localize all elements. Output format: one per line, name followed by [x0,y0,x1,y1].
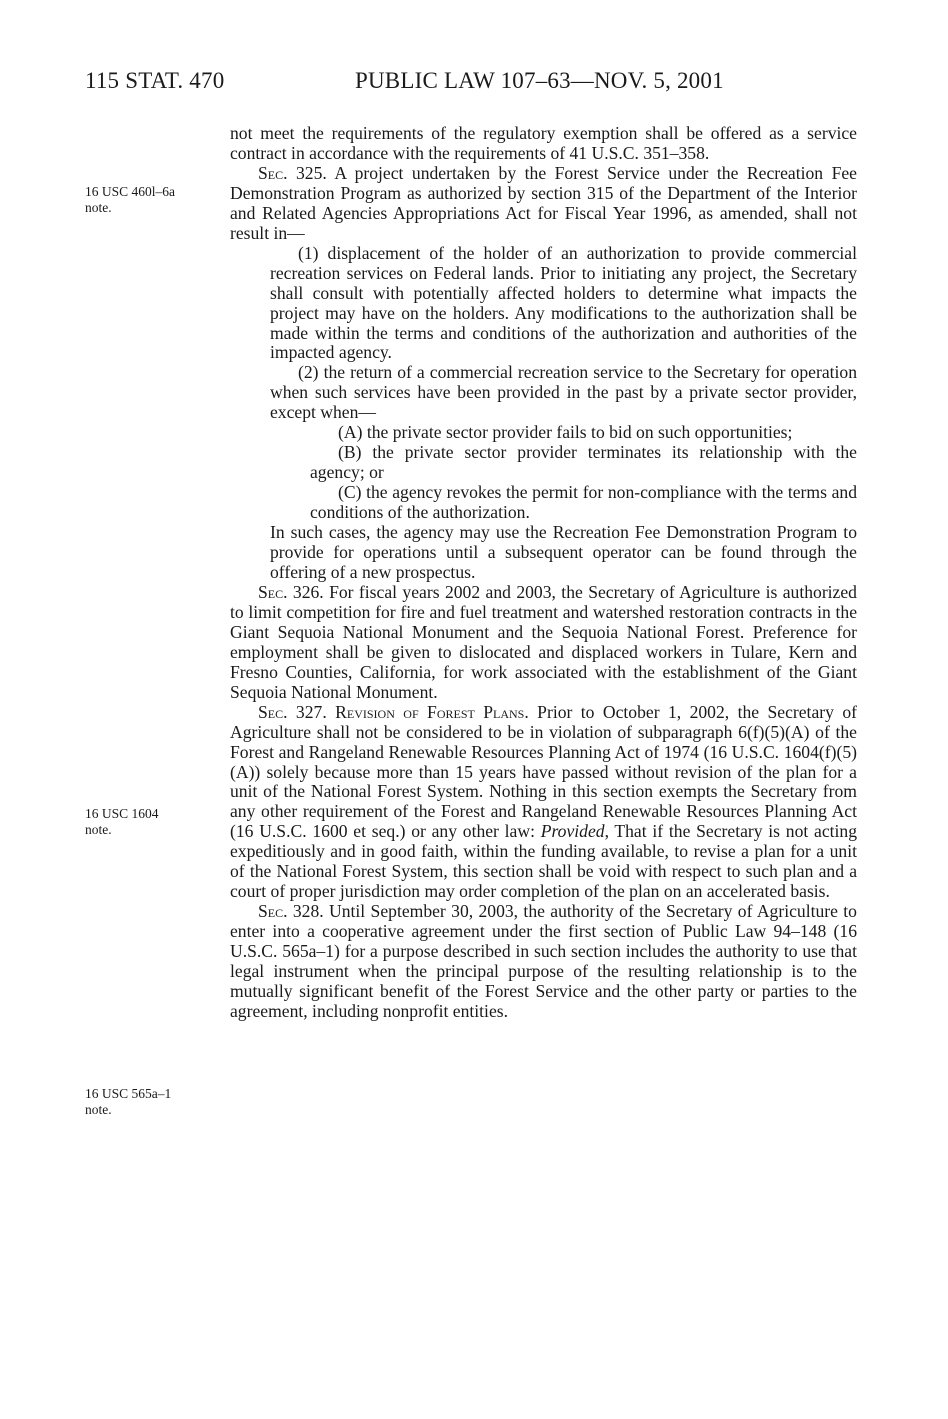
margin-note-label: note. [85,822,112,837]
section-327-provided: Provided [540,821,605,842]
cases-paragraph: In such cases, the agency may use the Recreation Fee Demonstration Program to provide for operations until a subsequent operator can be found through the offering of a new prospectus. [270,522,857,582]
margin-note-sec325 [85,184,175,216]
margin-note-citation: 16 USC 565a–1 [85,1086,172,1101]
running-title: PUBLIC LAW 107–63—NOV. 5, 2001 [355,68,724,93]
subitem-b: (B) the private sector provider terminates its relationship with the agency; or [310,442,857,483]
margin-note-sec327 [85,806,159,838]
margin-note-label: note. [85,200,112,215]
intro-paragraph: not meet the requirements of the regulatory exemption shall be offered as a service contract in accordance with the requirements of 41 U.S.C. 351–358. [230,123,857,163]
section-328 [230,902,857,1022]
document-body [230,124,857,1022]
section-325 [230,164,857,244]
margin-note-sec328 [85,1086,171,1118]
page-number: 115 STAT. 470 [85,68,225,93]
section-325-label: Sec. 325. [258,162,327,183]
section-327-text-a: Prior to October 1, 2002, the Secretary of Agriculture shall not be considered to be in violation of subparagraph 6(f)(5)(A) of the Forest and Rangeland Renewable Resources Planning Act of 1974 (16 U.S.C. 1604(f)(5)(A)) solely because more than 15 years have passed without revision of the plan for a unit of the National Forest System. Nothing in this section exempts the Secretary from any other requirement of the Forest and Rangeland Renewable Resources Planning Act (16 U.S.C. 1600 et seq.) or any other law: [230,701,857,842]
item-2: (2) the return of a commercial recreation service to the Secretary for operation when such services have been provided in the past by a private sector provider, except when— [270,362,857,423]
item-1: (1) displacement of the holder of an authorization to provide commercial recreation services on Federal lands. Prior to initiating any project, the Secretary shall consult with potentially affected holders to determine what impacts the project may have on the holders. Any modifications to the authorization shall be made within the terms and conditions of the authorization and authorities of the impacted agency. [270,242,857,363]
section-325-text: A project undertaken by the Forest Service under the Recreation Fee Demonstration Program as authorized by section 315 of the Department of the Interior and Related Agencies Appropriations Act for Fiscal Year 1996, as amended, shall not result in— [230,162,857,243]
section-327-label: Sec. 327. Revision of Forest Plans. [258,701,529,722]
margin-note-citation: 16 USC 460l–6a [85,184,176,199]
margin-note-citation: 16 USC 1604 [85,806,159,821]
section-327 [230,703,857,903]
section-328-label: Sec. 328. [258,901,324,922]
section-327-text-b: , That if the Secretary is not acting expeditiously and in good faith, within the funding available, to revise a plan for a unit of the National Forest System, this section shall be void with respect to such plan and a court of proper jurisdiction may order completion of the plan on an accelerated basis. [230,821,857,902]
margin-note-label: note. [85,1102,112,1117]
section-326-label: Sec. 326. [258,581,324,602]
section-326-text: For fiscal years 2002 and 2003, the Secretary of Agriculture is authorized to limit competition for fire and fuel treatment and watershed restoration contracts in the Giant Sequoia National Monument and the Sequoia National Forest. Preference for employment shall be given to dislocated and displaced workers in Tulare, Kern and Fresno Counties, California, for work associated with the establishment of the Giant Sequoia National Monument. [230,581,857,702]
subitem-a: (A) the private sector provider fails to bid on such opportunities; [338,422,793,443]
section-326 [230,583,857,703]
subitem-c: (C) the agency revokes the permit for non-compliance with the terms and conditions of the authorization. [310,482,857,523]
section-328-text: Until September 30, 2003, the authority of the Secretary of Agriculture to enter into a cooperative agreement under the first section of Public Law 94–148 (16 U.S.C. 565a–1) for a purpose described in such section includes the authority to use that legal instrument when the principal purpose of the resulting relationship is to the mutually significant benefit of the Forest Service and the other party or parties to the agreement, including nonprofit entities. [230,901,857,1021]
